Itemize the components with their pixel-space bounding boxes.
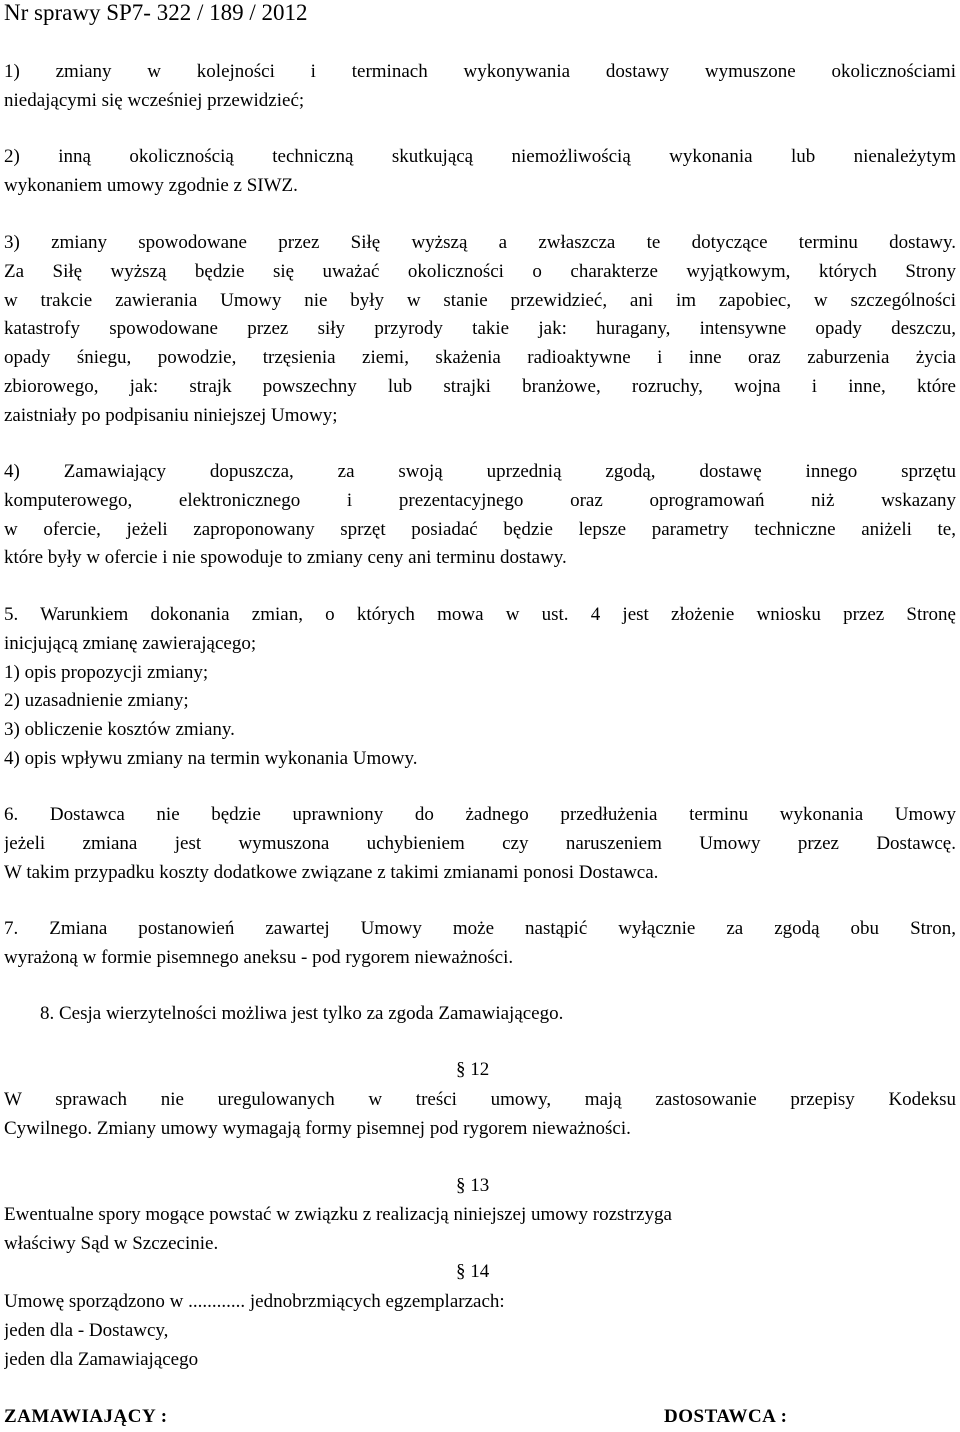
text-line: Cywilnego. Zmiany umowy wymagają formy pisemnej pod rygorem nieważności.	[4, 1117, 631, 1139]
text-line: inicjującą zmianę zawierającego;	[4, 632, 257, 654]
paragraph-5	[4, 601, 956, 774]
section-13-heading: § 13	[456, 1175, 490, 1196]
text-line: niedającymi się wcześniej przewidzieć;	[4, 89, 305, 111]
text-line: wykonaniem umowy zgodnie z SIWZ.	[4, 174, 298, 196]
text-line: 7. Zmiana postanowień zawartej Umowy może nastąpić wyłącznie za zgodą obu Stron,	[4, 918, 956, 939]
text-line: jeżeli zmiana jest wymuszona uchybieniem czy naruszeniem Umowy przez Dostawcę.	[4, 832, 956, 854]
text-line: zaistniały po podpisaniu niniejszej Umowy;	[4, 404, 338, 426]
paragraph-6	[4, 801, 956, 887]
text-line: właściwy Sąd w Szczecinie.	[4, 1232, 219, 1254]
paragraph-7	[4, 915, 956, 973]
text-line: 8. Cesja wierzytelności możliwa jest tylko za zgoda Zamawiającego.	[40, 1003, 564, 1024]
clause-item-3	[4, 229, 956, 431]
clause-item-1	[4, 58, 956, 116]
text-line: w ofercie, jeżeli zaproponowany sprzęt posiadać będzie lepsze parametry techniczne aniżeli te,	[4, 518, 956, 540]
clause-item-4	[4, 458, 956, 573]
text-line: 1) opis propozycji zmiany;	[4, 661, 209, 683]
text-line: 6. Dostawca nie będzie uprawniony do żadnego przedłużenia terminu wykonania Umowy	[4, 804, 956, 825]
text-line: 4) opis wpływu zmiany na termin wykonania Umowy.	[4, 747, 418, 769]
text-line: 1) zmiany w kolejności i terminach wykonywania dostawy wymuszone okolicznościami	[4, 61, 956, 82]
section-14-body	[4, 1288, 956, 1374]
text-line: komputerowego, elektronicznego i prezentacyjnego oraz oprogramowań niż wskazany	[4, 489, 956, 511]
signature-label-supplier: DOSTAWCA :	[664, 1406, 788, 1427]
section-14-heading: § 14	[456, 1261, 490, 1282]
text-line: Ewentualne spory mogące powstać w związku z realizacją niniejszej umowy rozstrzyga	[4, 1204, 672, 1225]
text-line: 4) Zamawiający dopuszcza, za swoją uprzednią zgodą, dostawę innego sprzętu	[4, 461, 956, 482]
text-line: 3) obliczenie kosztów zmiany.	[4, 719, 235, 741]
text-line: W sprawach nie uregulowanych w treści umowy, mają zastosowanie przepisy Kodeksu	[4, 1089, 956, 1110]
text-line: które były w ofercie i nie spowoduje to zmiany ceny ani terminu dostawy.	[4, 547, 567, 569]
section-12-body	[4, 1086, 956, 1144]
text-line: katastrofy spowodowane przez siły przyrody takie jak: huragany, intensywne opady deszczu,	[4, 318, 956, 340]
text-line: Za Siłę wyższą będzie się uważać okoliczności o charakterze wyjątkowym, których Strony	[4, 260, 956, 282]
text-line: opady śniegu, powodzie, trzęsienia ziemi, skażenia radioaktywne i inne oraz zaburzenia życia	[4, 347, 956, 369]
text-line: Umowę sporządzono w ............ jednobrzmiących egzemplarzach:	[4, 1291, 505, 1312]
clause-item-2	[4, 143, 956, 201]
case-number-header: Nr sprawy SP7- 322 / 189 / 2012	[4, 0, 308, 25]
text-line: wyrażoną w formie pisemnego aneksu - pod rygorem nieważności.	[4, 946, 514, 968]
text-line: jeden dla - Dostawcy,	[4, 1319, 169, 1341]
text-line: zbiorowego, jak: strajk powszechny lub strajki branżowe, rozruchy, wojna i inne, które	[4, 375, 956, 397]
section-12-heading: § 12	[456, 1059, 490, 1080]
text-line: 2) uzasadnienie zmiany;	[4, 690, 189, 712]
signature-label-ordering-party: ZAMAWIAJĄCY :	[4, 1406, 168, 1427]
text-line: jeden dla Zamawiającego	[4, 1348, 199, 1370]
section-13-body	[4, 1201, 904, 1259]
text-line: W takim przypadku koszty dodatkowe związane z takimi zmianami ponosi Dostawca.	[4, 861, 659, 883]
text-line: 2) inną okolicznością techniczną skutkującą niemożliwością wykonania lub nienależytym	[4, 146, 956, 167]
text-line: 5. Warunkiem dokonania zmian, o których mowa w ust. 4 jest złożenie wniosku przez Stronę	[4, 604, 956, 625]
text-line: w trakcie zawierania Umowy nie były w stanie przewidzieć, ani im zapobiec, w szczególności	[4, 289, 956, 311]
paragraph-8	[40, 1000, 940, 1029]
text-line: 3) zmiany spowodowane przez Siłę wyższą a zwłaszcza te dotyczące terminu dostawy.	[4, 232, 956, 253]
